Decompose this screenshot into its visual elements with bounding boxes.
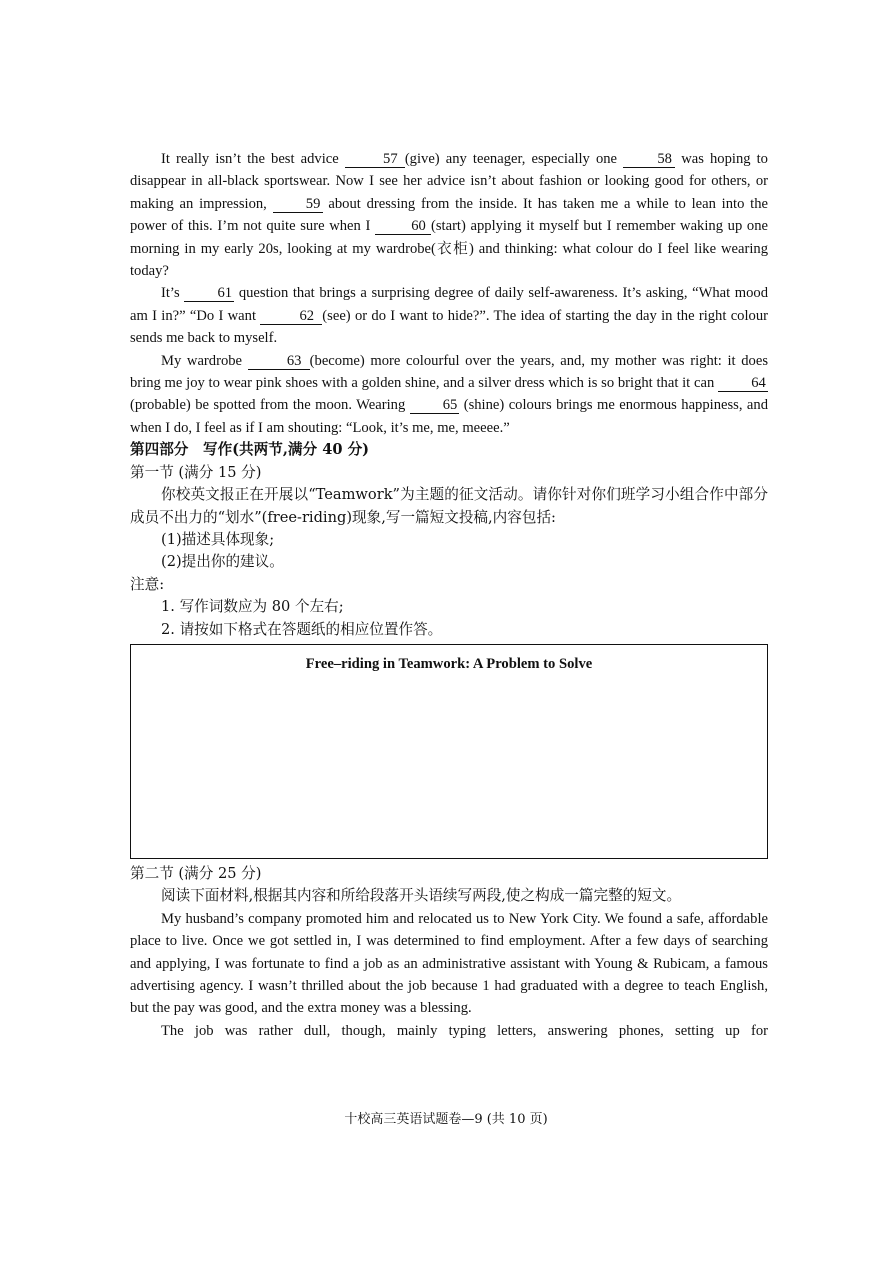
passage-text: (give) any teenager, especially one	[404, 151, 624, 167]
requirement-1: (1)描述具体现象;	[161, 530, 275, 548]
blank-64: 64	[718, 376, 768, 392]
blank-61: 61	[184, 286, 234, 302]
story-paragraph-2: The job was rather dull, though, mainly typing letters, answering phones, setting up for	[161, 1022, 768, 1039]
blank-63: 63	[248, 354, 310, 370]
passage-text: question that brings a surprising degree of daily self-awareness. It’s asking, “What mood am I in?” “Do I want	[130, 285, 768, 324]
passage-text: My wardrobe	[161, 352, 248, 369]
page-content	[130, 148, 768, 1042]
blank-65: 65	[410, 398, 460, 414]
section1-title: 第一节 (满分 15 分)	[130, 463, 262, 481]
note-1: 1. 写作词数应为 80 个左右;	[161, 598, 344, 616]
note-label: 注意:	[130, 575, 165, 593]
blank-62: 62	[260, 309, 322, 325]
passage-text: (shine) colours brings me enormous happiness, and when I do, I feel as if I am shouting: “Look, it’s me, me, meeee.”	[130, 397, 768, 436]
blank-58: 58	[623, 152, 675, 168]
story-paragraph-1: My husband’s company promoted him and relocated us to New York City. We found a safe, affordable place to live. Once we got settled in, I was determined to find employment. After a few days of searching and applying, I was fortunate to find a job as an administrative assistant with Young & Rubicam, a famous advertising agency. I wasn’t thrilled about the job because 1 had graduated with a degree to teach English, but the pay was good, and the extra money was a blessing.	[130, 910, 768, 1017]
passage-paragraph-2	[130, 282, 768, 349]
blank-57: 57	[345, 152, 405, 168]
part4-heading: 第四部分 写作(共两节,满分 40 分)	[130, 441, 370, 459]
page-footer: 十校高三英语试题卷—9 (共 10 页)	[344, 1112, 548, 1127]
passage-text: (start) applying it myself but I remember waking up one morning in my early 20s, looking at my wardrobe(衣柜) and thinking: what colour do I feel like wearing today?	[130, 218, 768, 280]
passage-text: It really isn’t the best advice	[161, 151, 345, 167]
section1-prompt: 你校英文报正在开展以“Teamwork”为主题的征文活动。请你针对你们班学习小组合作中部分成员不出力的“划水”(free-riding)现象,写一篇短文投稿,内容包括:	[130, 486, 768, 526]
passage-text: It’s	[161, 285, 185, 302]
passage-text: about dressing from the inside. It has taken me a while to lean into the power of this. I’m not quite sure when I	[130, 195, 768, 235]
section2-prompt: 阅读下面材料,根据其内容和所给段落开头语续写两段,使之构成一篇完整的短文。	[161, 887, 682, 905]
blank-60: 60	[375, 219, 431, 235]
blank-59: 59	[273, 197, 323, 213]
passage-text: was hoping to disappear in all-black sportswear. Now I see her advice isn’t about fashion or looking good for others, or making an impression,	[130, 151, 768, 212]
answer-box	[130, 644, 768, 859]
passage-paragraph-3	[130, 350, 768, 440]
passage-text: (become) more colourful over the years, and, my mother was right: it does bring me joy to wear pink shoes with a golden shine, and a silver dress which is so bright that it can	[130, 352, 768, 392]
passage-paragraph-1	[130, 148, 768, 282]
answer-box-title: Free–riding in Teamwork: A Problem to Solve	[305, 655, 593, 672]
requirement-2: (2)提出你的建议。	[161, 553, 284, 571]
section2-title: 第二节 (满分 25 分)	[130, 864, 262, 882]
passage-text: (probable) be spotted from the moon. Wearing	[130, 397, 410, 414]
passage-text: (see) or do I want to hide?”. The idea of starting the day in the right colour sends me back to myself.	[130, 307, 768, 347]
note-2: 2. 请按如下格式在答题纸的相应位置作答。	[161, 620, 443, 638]
